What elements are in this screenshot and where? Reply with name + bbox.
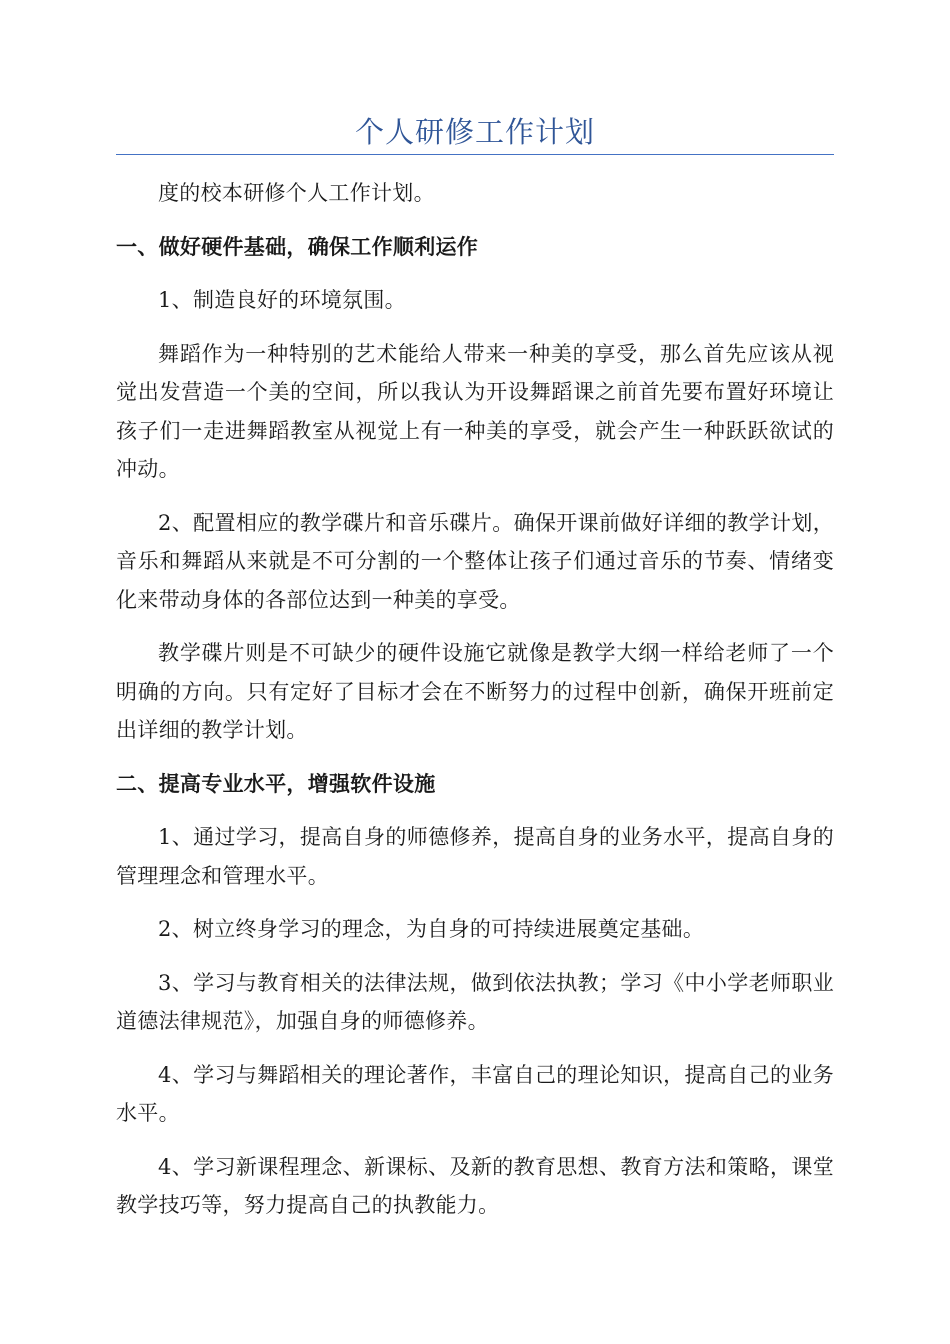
page-title: 个人研修工作计划 [354, 115, 595, 149]
paragraph: 1、制造良好的环境氛围。 [158, 288, 406, 312]
paragraph: 1、通过学习，提高自身的师德修养，提高自身的业务水平，提高自身的管理理念和管理水平。 [116, 825, 834, 888]
section-heading-1: 一、做好硬件基础，确保工作顺利运作 [116, 234, 479, 259]
paragraph: 4、学习与舞蹈相关的理论著作，丰富自己的理论知识，提高自己的业务水平。 [116, 1062, 834, 1125]
paragraph: 教学碟片则是不可缺少的硬件设施它就像是教学大纲一样给老师了一个明确的方向。只有定好了目标才会在不断努力的过程中创新，确保开班前定出详细的教学计划。 [116, 641, 834, 742]
paragraph: 3、学习与教育相关的法律法规，做到依法执教；学习《中小学老师职业道德法律规范》，加强自身的师德修养。 [116, 970, 834, 1033]
title-underline [116, 154, 834, 155]
section-heading-2: 二、提高专业水平，增强软件设施 [116, 771, 436, 796]
paragraph: 4、学习新课程理念、新课标、及新的教育思想、教育方法和策略，课堂教学技巧等，努力提高自己的执教能力。 [116, 1154, 834, 1217]
document-body [116, 174, 834, 1240]
paragraph: 2、树立终身学习的理念，为自身的可持续进展奠定基础。 [158, 917, 705, 941]
paragraph-intro: 度的校本研修个人工作计划。 [158, 181, 435, 205]
paragraph: 舞蹈作为一种特别的艺术能给人带来一种美的享受，那么首先应该从视觉出发营造一个美的空间，所以我认为开设舞蹈课之前首先要布置好环境让孩子们一走进舞蹈教室从视觉上有一种美的享受，就会产生一种跃跃欲试的冲动。 [116, 341, 834, 481]
paragraph: 2、配置相应的教学碟片和音乐碟片。确保开课前做好详细的教学计划，音乐和舞蹈从来就是不可分割的一个整体让孩子们通过音乐的节奏、情绪变化来带动身体的各部位达到一种美的享受。 [116, 510, 834, 612]
